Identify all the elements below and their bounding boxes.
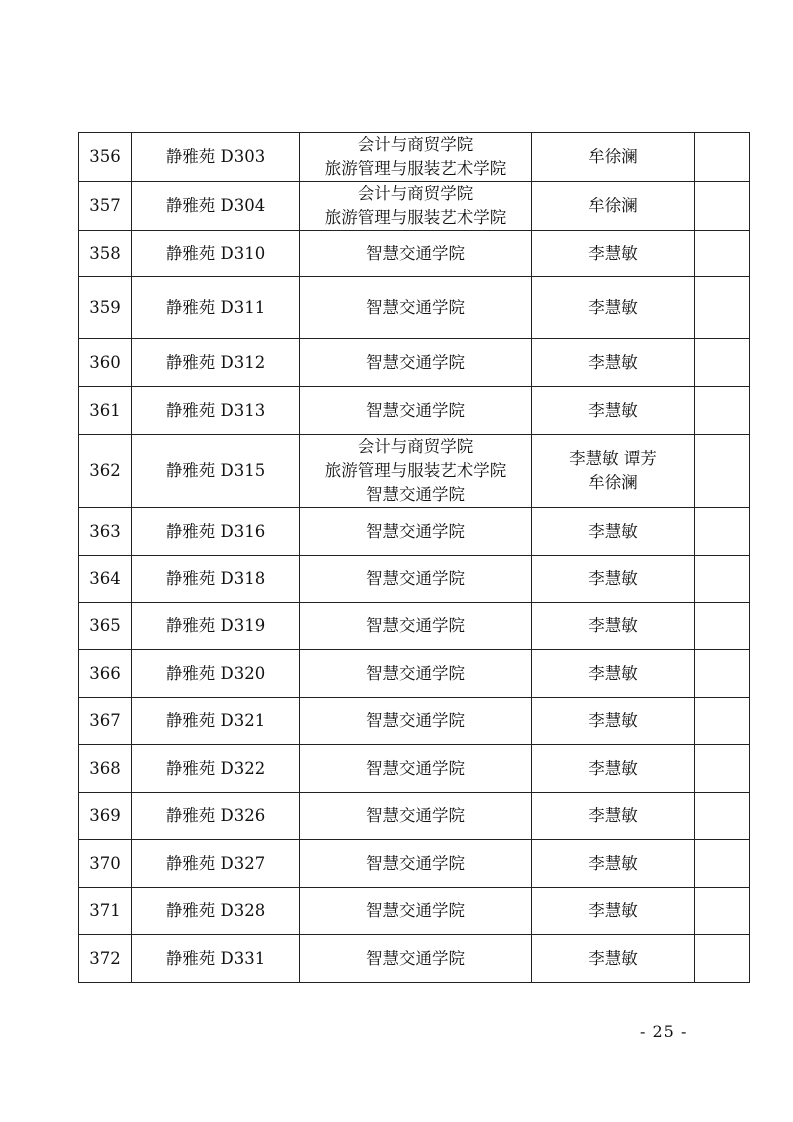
college-cell [300,698,532,745]
college-name: 智慧交通学院 [366,616,465,635]
row-number-cell: 371 [79,888,132,935]
college-name: 智慧交通学院 [366,758,465,778]
responsible-person-cell [532,182,695,231]
page-number: - 25 - [640,1022,688,1041]
table-row [79,277,750,339]
college-name: 智慧交通学院 [366,400,465,420]
responsible-person-name: 李慧敏 [588,569,638,588]
room-cell: 静雅苑 D321 [132,698,300,745]
row-number-cell: 362 [79,435,132,508]
row-number-cell: 368 [79,745,132,793]
responsible-person-name: 李慧敏 [588,948,638,968]
room-cell: 静雅苑 D326 [132,793,300,840]
responsible-person-name: 李慧敏 [588,352,638,372]
room-cell: 静雅苑 D318 [132,556,300,603]
room-cell: 静雅苑 D310 [132,231,300,277]
responsible-person-cell [532,840,695,888]
remarks-cell [695,935,750,983]
college-name: 智慧交通学院 [366,352,465,372]
responsible-person-name: 李慧敏 [588,758,638,778]
responsible-person-cell [532,888,695,935]
row-number-cell: 369 [79,793,132,840]
room-cell: 静雅苑 D312 [132,339,300,387]
college-name: 智慧交通学院 [366,948,465,968]
responsible-person-name: 李慧敏 谭芳 [569,449,657,468]
table-row [79,698,750,745]
room-cell: 静雅苑 D322 [132,745,300,793]
table-row [79,231,750,277]
responsible-person-name: 牟徐澜 [588,147,638,166]
remarks-cell [695,603,750,650]
college-name: 会计与商贸学院 [357,184,474,203]
row-number-cell: 364 [79,556,132,603]
room-cell: 静雅苑 D327 [132,840,300,888]
row-number-cell: 358 [79,231,132,277]
table-row [79,182,750,231]
table-row [79,556,750,603]
row-number-cell: 366 [79,650,132,698]
college-name: 智慧交通学院 [366,485,465,504]
table-row [79,339,750,387]
responsible-person-cell [532,556,695,603]
college-name: 智慧交通学院 [366,806,465,825]
college-cell [300,231,532,277]
room-cell: 静雅苑 D313 [132,387,300,435]
responsible-person-cell [532,650,695,698]
college-name: 会计与商贸学院 [357,437,474,456]
college-cell [300,888,532,935]
college-cell [300,556,532,603]
responsible-person-cell [532,277,695,339]
college-name: 智慧交通学院 [366,569,465,588]
remarks-cell [695,840,750,888]
table-row [79,650,750,698]
dormitory-table [78,132,750,983]
row-number-cell: 356 [79,133,132,182]
responsible-person-name: 李慧敏 [588,243,638,263]
college-cell [300,435,532,508]
table-row [79,888,750,935]
room-cell: 静雅苑 D331 [132,935,300,983]
remarks-cell [695,698,750,745]
table-row [79,745,750,793]
responsible-person-name: 李慧敏 [588,901,638,920]
college-name: 智慧交通学院 [366,711,465,730]
table-row [79,840,750,888]
table-row [79,435,750,508]
responsible-person-cell [532,745,695,793]
row-number-cell: 367 [79,698,132,745]
responsible-person-cell [532,339,695,387]
remarks-cell [695,745,750,793]
college-cell [300,508,532,556]
responsible-person-cell [532,435,695,508]
college-name: 智慧交通学院 [366,901,465,920]
remarks-cell [695,182,750,231]
remarks-cell [695,277,750,339]
college-cell [300,603,532,650]
table-row [79,508,750,556]
college-name: 智慧交通学院 [366,297,465,317]
college-name: 智慧交通学院 [366,243,465,263]
responsible-person-cell [532,231,695,277]
college-cell [300,935,532,983]
responsible-person-name: 牟徐澜 [588,473,638,492]
responsible-person-cell [532,603,695,650]
college-name: 会计与商贸学院 [357,135,474,154]
row-number-cell: 361 [79,387,132,435]
remarks-cell [695,556,750,603]
college-cell [300,277,532,339]
responsible-person-name: 李慧敏 [588,400,638,420]
room-cell: 静雅苑 D319 [132,603,300,650]
remarks-cell [695,888,750,935]
row-number-cell: 363 [79,508,132,556]
responsible-person-name: 李慧敏 [588,663,638,683]
table-row [79,387,750,435]
table-row [79,935,750,983]
responsible-person-name: 李慧敏 [588,806,638,825]
room-cell: 静雅苑 D311 [132,277,300,339]
responsible-person-name: 李慧敏 [588,853,638,873]
college-name: 智慧交通学院 [366,521,465,541]
room-cell: 静雅苑 D328 [132,888,300,935]
row-number-cell: 357 [79,182,132,231]
room-cell: 静雅苑 D315 [132,435,300,508]
responsible-person-cell [532,793,695,840]
college-cell [300,339,532,387]
responsible-person-cell [532,508,695,556]
remarks-cell [695,435,750,508]
row-number-cell: 365 [79,603,132,650]
remarks-cell [695,231,750,277]
college-name: 旅游管理与服装艺术学院 [324,208,507,227]
college-name: 旅游管理与服装艺术学院 [324,159,507,178]
college-cell [300,745,532,793]
responsible-person-name: 李慧敏 [588,297,638,317]
remarks-cell [695,508,750,556]
responsible-person-cell [532,387,695,435]
college-name: 智慧交通学院 [366,853,465,873]
responsible-person-cell [532,935,695,983]
responsible-person-name: 李慧敏 [588,711,638,730]
responsible-person-name: 李慧敏 [588,521,638,541]
table-row [79,793,750,840]
college-name: 智慧交通学院 [366,663,465,683]
remarks-cell [695,339,750,387]
responsible-person-cell [532,133,695,182]
remarks-cell [695,793,750,840]
responsible-person-cell [532,698,695,745]
remarks-cell [695,387,750,435]
room-cell: 静雅苑 D316 [132,508,300,556]
room-cell: 静雅苑 D304 [132,182,300,231]
college-cell [300,793,532,840]
remarks-cell [695,650,750,698]
row-number-cell: 360 [79,339,132,387]
responsible-person-name: 李慧敏 [588,616,638,635]
college-name: 旅游管理与服装艺术学院 [324,461,507,480]
row-number-cell: 359 [79,277,132,339]
college-cell [300,182,532,231]
college-cell [300,133,532,182]
responsible-person-name: 牟徐澜 [588,196,638,215]
college-cell [300,650,532,698]
table-row [79,603,750,650]
college-cell [300,840,532,888]
row-number-cell: 372 [79,935,132,983]
table-row [79,133,750,182]
college-cell [300,387,532,435]
dormitory-table-body [79,133,750,983]
room-cell: 静雅苑 D303 [132,133,300,182]
row-number-cell: 370 [79,840,132,888]
room-cell: 静雅苑 D320 [132,650,300,698]
remarks-cell [695,133,750,182]
